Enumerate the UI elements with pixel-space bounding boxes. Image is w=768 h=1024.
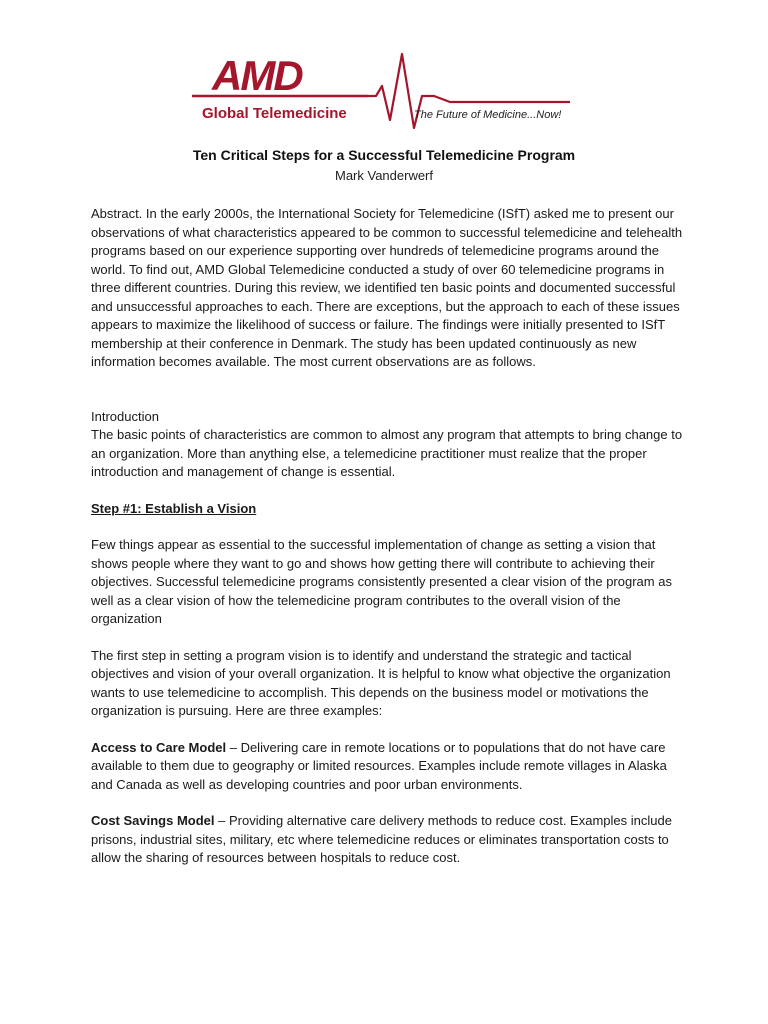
logo-tagline: The Future of Medicine...Now! — [414, 109, 562, 121]
logo-subtitle: Global Telemedicine — [202, 105, 347, 122]
document-title: Ten Critical Steps for a Successful Telemedicine Program — [192, 147, 576, 163]
document-author: Mark Vanderwerf — [334, 168, 433, 183]
model-name: Access to Care Model — [91, 739, 227, 755]
model-paragraph — [91, 812, 691, 868]
model-description: – Delivering care in remote locations or to populations that do not have care available to them due to geography or limited resources. Examples include remote villages in Alaska and Canada as well as developing countries and poor urban environments. — [91, 739, 667, 792]
intro-heading: Introduction — [91, 408, 159, 424]
model-description: – Providing alternative care delivery methods to reduce cost. Examples include prisons, industrial sites, military, etc where telemedicine reduces or eliminates transportation costs to allow the sharing of resources between hospitals to reduce cost. — [91, 813, 672, 865]
model-name: Cost Savings Model — [91, 813, 215, 828]
abstract-paragraph: Abstract. In the early 2000s, the International Society for Telemedicine (ISfT) asked me to present our observations of what characteristics appeared to be common to successful telemedicine and telehealth programs based on our experience supporting over hundreds of telemedicine programs around the world. To find out, AMD Global Telemedicine conducted a study of over 60 telemedicine programs in three different countries. During this review, we identified ten basic points and documented successful and unsuccessful approaches to each. There are exceptions, but the approach to each of these issues appears to maximize the likelihood of success or failure. The findings were initially presented to ISfT membership at their conference in Denmark. The study has been updated continuously as new information becomes available. The most current observations are as follows. — [91, 206, 683, 369]
heartbeat-logo-icon — [190, 52, 580, 132]
logo-brand: AMD — [212, 52, 302, 99]
model-paragraph — [91, 739, 691, 795]
step-1-paragraph: Few things appear as essential to the successful implementation of change as setting a vision that shows people where they want to go and shows how getting there will contribute to achieving their objectives. Successful telemedicine programs consistently presented a clear vision of the program as well as a clear vision of how the telemedicine program contributes to the overall vision of the organization — [91, 537, 672, 626]
document-body — [91, 205, 691, 868]
intro-paragraph: The basic points of characteristics are common to almost any program that attempts to bring change to an organization. More than anything else, a telemedicine practitioner must realize that the proper introduction and management of change is essential. — [91, 427, 683, 479]
step-1-paragraph-2: The first step in setting a program vision is to identify and understand the strategic and tactical objectives and vision of your overall organization. It is helpful to know what objective the organization wants to use telemedicine to accomplish. This depends on the business model or motivations the organization is pursuing. Here are three examples: — [91, 647, 671, 718]
amd-logo — [190, 52, 580, 132]
step-1-heading: Step #1: Establish a Vision — [91, 500, 257, 516]
